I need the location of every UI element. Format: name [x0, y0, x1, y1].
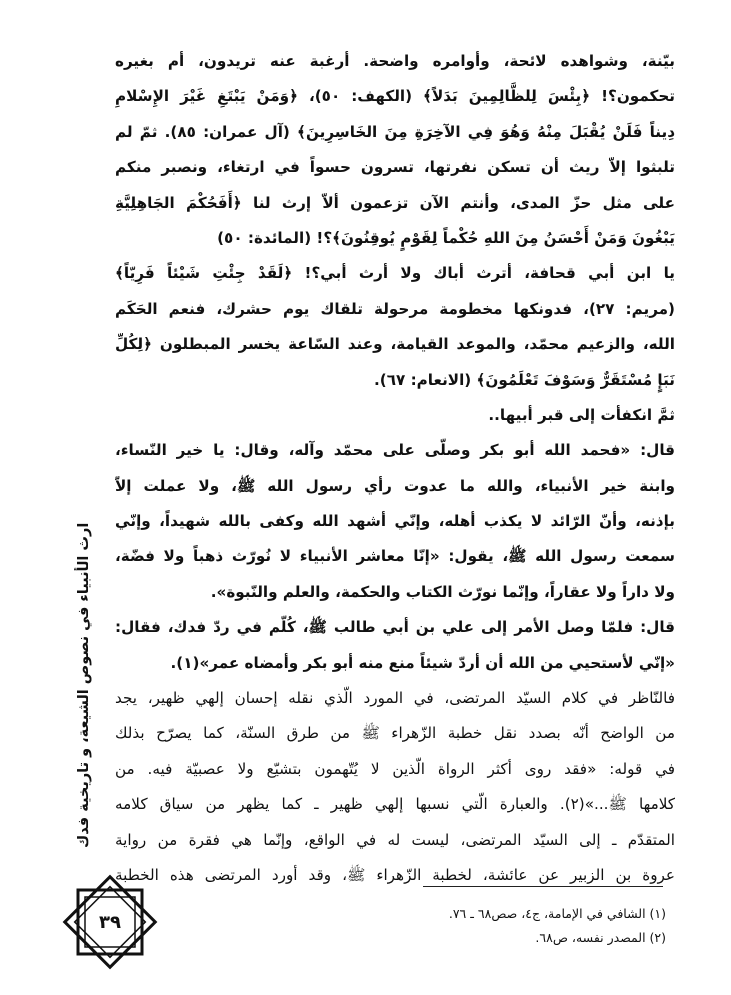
text-line: دِيناً فَلَنْ يُقْبَلَ مِنْهُ وَهُوَ فِي الآخِرَةِ مِنَ الخَاسِرِينَ﴾ (آل عمران: ٨٥). ثمّ لم: [115, 122, 675, 141]
text-line: يَبْغُونَ وَمَنْ أَحْسَنُ مِنَ اللهِ حُكْماً لِقَوْمٍ يُوقِنُونَ﴾؟! (المائدة: ٥٠): [217, 228, 675, 247]
page-number-ornament: [60, 872, 160, 972]
text-line: ثمَّ انكفأت إلى قبر أبيها..: [488, 405, 675, 424]
text-line: من الواضح أنّه بصدد نقل خطبة الزّهراء ﷺ من طرق السنّة، كما يصرّح بذلك: [115, 724, 675, 743]
text-line: نَبَإٍ مُسْتَقَرٌّ وَسَوْفَ تَعْلَمُونَ﴾ (الانعام: ٦٧).: [374, 370, 675, 389]
footnote: (٢) المصدر نفسه، ص٦٨.: [535, 930, 666, 945]
footnote-divider: [423, 886, 663, 887]
footnotes: [300, 902, 666, 950]
page-number: ٣٩: [99, 911, 121, 933]
text-line: بيّنة، وشواهده لائحة، وأوامره واضحة. أرغبة عنه تريدون، أم بغيره: [115, 52, 675, 70]
text-line: كلامها ﷺ...»(٢). والعبارة الّتي نسبها إلهي ظهير ـ كما يظهر من سياق كلامه: [115, 795, 675, 814]
text-line: «إنّي لأستحيي من الله أن أردّ شيئاً منع منه أبو بكر وأمضاه عمر»(١).: [170, 653, 675, 672]
footnote: (١) الشافي في الإمامة، ج٤، صص٦٨ ـ ٧٦.: [448, 906, 666, 921]
text-line: تحكمون؟! ﴿بِئْسَ لِلظَّالِمِينَ بَدَلاً﴾ (الكهف: ٥٠)، ﴿وَمَنْ يَبْتَغِ غَيْرَ الإِسْلامِ: [115, 87, 675, 106]
running-title: ارث الأنبياء في نصوص الشيعة، و تاريخية فدك: [76, 522, 92, 848]
text-line: المتقدّم ـ إلى السيّد المرتضى، ليست له في الواقع، وإنّما هي فقرة من رواية: [115, 830, 675, 849]
text-line: سمعت رسول الله ﷺ، يقول: «إنّا معاشر الأنبياء لا نُورّث ذهباً ولا فضّة،: [115, 547, 675, 566]
text-line: فالنّاظر في كلام السيّد المرتضى، في المورد الّذي نقله إحسان إلهي ظهير، يجد: [115, 689, 675, 708]
text-line: في قوله: «فقد روى أكثر الرواة الّذين لا يُتّهمون بتشيّع ولا عصبيّة فيه. من: [115, 759, 675, 778]
text-line: ولا داراً ولا عقاراً، وإنّما نورّث الكتاب والحكمة، والعلم والنّبوة».: [210, 582, 675, 601]
text-line: قال: فلمّا وصل الأمر إلى علي بن أبي طالب ﷺ، كُلّم في ردّ فدك، فقال:: [115, 618, 675, 637]
text-line: بإذنه، وأنّ الرّائد لا يكذب أهله، وإنّي أشهد الله وكفى بالله شهيداً، وإنّي: [115, 512, 675, 531]
text-line: على مثل حزّ المدى، وأنتم الآن تزعمون ألاّ إرث لنا ﴿أَفَحُكْمَ الجَاهِلِيَّةِ: [115, 193, 675, 212]
text-line: الله، والزعيم محمّد، والموعد القيامة، وعند السّاعة يخسر المبطلون ﴿لِكُلِّ: [115, 335, 675, 354]
text-line: (مريم: ٢٧)، فدونكها مخطومة مرحولة تلقاك يوم حشرك، فنعم الحَكَم: [115, 299, 675, 318]
body-text: [115, 44, 675, 893]
text-line: عروة بن الزبير عن عائشة، لخطبة الزّهراء ﷺ، وقد أورد المرتضى هذه الخطبة: [115, 865, 675, 884]
text-line: تلبثوا إلاّ ريث أن تسكن نفرتها، تسرون حسواً في ارتغاء، ونصبر منكم: [115, 158, 675, 177]
text-line: قال: «فحمد الله أبو بكر وصلّى على محمّد وآله، وقال: يا خير النّساء،: [115, 441, 675, 460]
text-line: يا ابن أبي قحافة، أترث أباك ولا أرث أبي؟! ﴿لَقَدْ جِئْتِ شَيْئاً فَرِيّاً﴾: [115, 264, 675, 283]
text-line: وابنة خير الأنبياء، والله ما عدوت رأي رسول الله ﷺ، ولا عملت إلاّ: [115, 476, 675, 495]
